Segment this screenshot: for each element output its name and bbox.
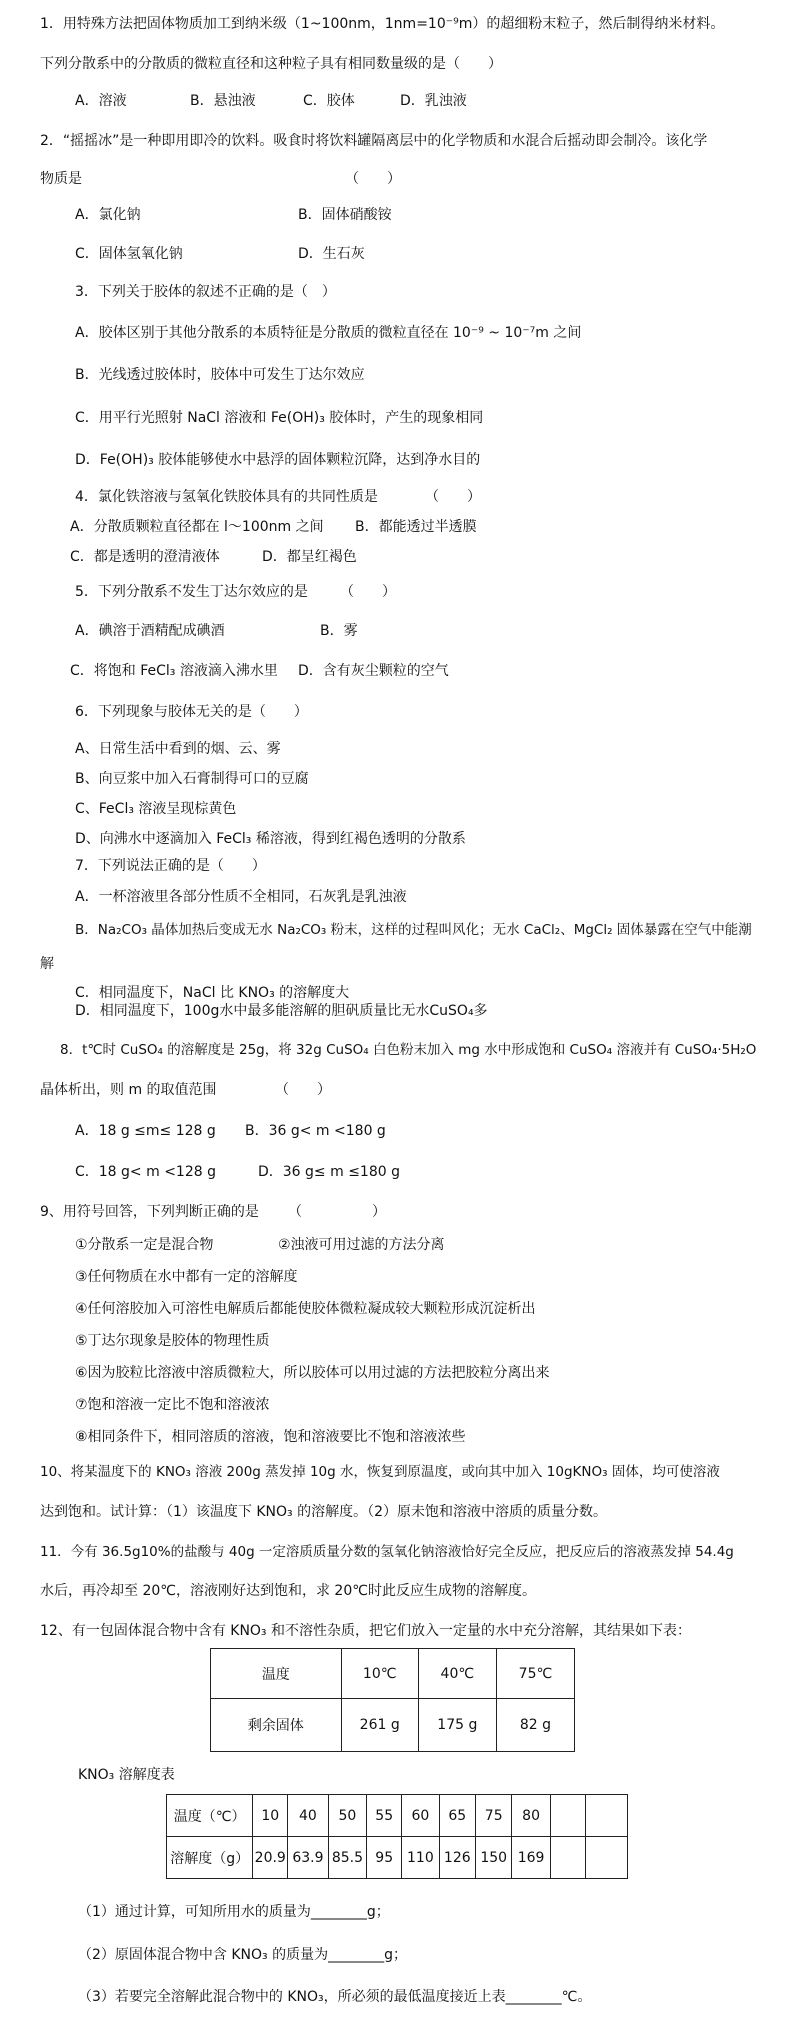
table-cell: 20.9 [253, 1837, 288, 1879]
q5-stem: 5．下列分散系不发生丁达尔效应的是 [75, 584, 308, 600]
q9-answer-paren: （ ） [288, 1204, 386, 1220]
table-cell: 65 [439, 1795, 475, 1837]
q11-stem-line1: 11．今有 36.5g10%的盐酸与 40g 一定溶质质量分数的氢氧化钠溶液恰好完全反应，把反应后的溶液蒸发掉 54.4g [40, 1544, 734, 1560]
q10-stem-line2: 达到饱和。试计算：（1）该温度下 KNO₃ 的溶解度。（2）原未饱和溶液中溶质的质量分数。 [40, 1504, 607, 1520]
q9-item-4: ④任何溶胶加入可溶性电解质后都能使胶体微粒凝成较大颗粒形成沉淀析出 [75, 1301, 536, 1317]
q2-answer-paren: （ ） [345, 171, 401, 187]
q1-option-d: D．乳浊液 [400, 93, 467, 109]
table-cell: 40 [288, 1795, 328, 1837]
table-cell: 溶解度（g） [167, 1837, 253, 1879]
q8-answer-paren: （ ） [275, 1082, 331, 1098]
table-cell: 10℃ [341, 1649, 418, 1699]
q5-answer-paren: （ ） [340, 584, 396, 600]
table-cell: 40℃ [418, 1649, 496, 1699]
q5-option-c: C．将饱和 FeCl₃ 溶液滴入沸水里 [70, 663, 278, 679]
table-row [211, 1699, 575, 1752]
q9-stem: 9、用符号回答，下列判断正确的是 [40, 1204, 259, 1220]
q8-option-a: A．18 g ≤m≤ 128 g [75, 1123, 216, 1139]
q9-item-5: ⑤丁达尔现象是胶体的物理性质 [75, 1333, 270, 1349]
q7-option-a: A．一杯溶液里各部分性质不全相同，石灰乳是乳浊液 [75, 889, 407, 905]
table-cell [585, 1837, 627, 1879]
table-cell: 95 [367, 1837, 402, 1879]
solubility-table-caption: KNO₃ 溶解度表 [78, 1767, 175, 1783]
q7-option-b-line1: B．Na₂CO₃ 晶体加热后变成无水 Na₂CO₃ 粉末，这样的过程叫风化；无水 CaCl₂、MgCl₂ 固体暴露在空气中能潮 [75, 922, 752, 938]
q7-stem: 7．下列说法正确的是（ ） [75, 858, 266, 874]
q2-option-b: B．固体硝酸铵 [298, 207, 392, 223]
q9-item-8: ⑧相同条件下，相同溶质的溶液，饱和溶液要比不饱和溶液浓些 [75, 1429, 466, 1445]
q2-option-c: C．固体氢氧化钠 [75, 246, 183, 262]
table-cell: 55 [367, 1795, 402, 1837]
q10-stem-line1: 10、将某温度下的 KNO₃ 溶液 200g 蒸发掉 10g 水，恢复到原温度，或向其中加入 10gKNO₃ 固体，均可使溶液 [40, 1464, 720, 1480]
q1-option-a: A．溶液 [75, 93, 127, 109]
q1-options [75, 92, 775, 110]
q12-stem: 12、有一包固体混合物中含有 KNO₃ 和不溶性杂质，把它们放入一定量的水中充分溶解，其结果如下表： [40, 1623, 691, 1639]
table-cell: 175 g [418, 1699, 496, 1752]
q8-option-b: B．36 g< m <180 g [245, 1123, 386, 1139]
table-cell: 80 [512, 1795, 550, 1837]
q3-option-b: B．光线透过胶体时，胶体中可发生丁达尔效应 [75, 367, 365, 383]
q7-option-d: D．相同温度下，100g水中最多能溶解的胆矾质量比无水CuSO₄多 [75, 1003, 488, 1019]
q12-subquestion-3: （3）若要完全溶解此混合物中的 KNO₃，所必须的最低温度接近上表________℃。 [78, 1989, 592, 2005]
q7-option-c: C．相同温度下，NaCl 比 KNO₃ 的溶解度大 [75, 985, 350, 1001]
q9-item-6: ⑥因为胶粒比溶液中溶质微粒大，所以胶体可以用过滤的方法把胶粒分离出来 [75, 1365, 550, 1381]
table-cell [550, 1837, 585, 1879]
table-cell [550, 1795, 585, 1837]
table-cell: 110 [402, 1837, 439, 1879]
table-cell [585, 1795, 627, 1837]
q3-option-a: A．胶体区别于其他分散系的本质特征是分散质的微粒直径在 10⁻⁹ ~ 10⁻⁷m 之间 [75, 325, 582, 341]
q1-stem-line1: 1．用特殊方法把固体物质加工到纳米级（1~100nm，1nm=10⁻⁹m）的超细粉末粒子，然后制得纳米材料。 [40, 16, 725, 32]
table-cell: 126 [439, 1837, 475, 1879]
q2-option-a: A．氯化钠 [75, 207, 141, 223]
q4-option-b: B．都能透过半透膜 [355, 519, 477, 535]
table-cell: 10 [253, 1795, 288, 1837]
table-cell: 50 [328, 1795, 367, 1837]
q3-option-d: D．Fe(OH)₃ 胶体能够使水中悬浮的固体颗粒沉降，达到净水目的 [75, 452, 481, 468]
table-cell: 63.9 [288, 1837, 328, 1879]
q6-stem: 6．下列现象与胶体无关的是（ ） [75, 704, 308, 720]
q4-option-d: D．都呈红褐色 [262, 549, 357, 565]
q9-item-7: ⑦饱和溶液一定比不饱和溶液浓 [75, 1397, 270, 1413]
q6-option-d: D、向沸水中逐滴加入 FeCl₃ 稀溶液，得到红褐色透明的分散系 [75, 831, 466, 847]
q4-option-c: C．都是透明的澄清液体 [70, 549, 220, 565]
q3-stem: 3．下列关于胶体的叙述不正确的是（ ） [75, 284, 336, 300]
q1-stem-line2: 下列分散系中的分散质的微粒直径和这种粒子具有相同数量级的是（ ） [40, 56, 502, 72]
table-cell: 82 g [496, 1699, 574, 1752]
remaining-solid-table [210, 1648, 575, 1752]
table-cell: 169 [512, 1837, 550, 1879]
q9-item-1: ①分散系一定是混合物 [75, 1237, 214, 1253]
table-cell: 85.5 [328, 1837, 367, 1879]
q2-option-d: D．生石灰 [298, 246, 365, 262]
q4-option-a: A．分散质颗粒直径都在 l～100nm 之间 [70, 519, 324, 535]
q1-option-b: B．悬浊液 [190, 93, 256, 109]
kno3-solubility-table [166, 1794, 628, 1879]
q9-item-3: ③任何物质在水中都有一定的溶解度 [75, 1269, 298, 1285]
table-cell: 75℃ [496, 1649, 574, 1699]
q2-stem-line1: 2．“摇摇冰”是一种即用即冷的饮料。吸食时将饮料罐隔离层中的化学物质和水混合后摇动即会制冷。该化学 [40, 133, 708, 149]
table-cell: 温度（℃） [167, 1795, 253, 1837]
table-row [167, 1837, 628, 1879]
q6-option-c: C、FeCl₃ 溶液呈现棕黄色 [75, 801, 237, 817]
q4-answer-paren: （ ） [425, 489, 481, 505]
q12-subquestion-2: （2）原固体混合物中含 KNO₃ 的质量为________g； [78, 1947, 407, 1963]
table-row [211, 1649, 575, 1699]
q12-subquestion-1: （1）通过计算，可知所用水的质量为________g； [78, 1904, 390, 1920]
table-cell: 温度 [211, 1649, 342, 1699]
q9-item-2: ②浊液可用过滤的方法分离 [278, 1237, 445, 1253]
table-row [167, 1795, 628, 1837]
q1-option-c: C．胶体 [303, 93, 355, 109]
table-cell: 剩余固体 [211, 1699, 342, 1752]
q8-stem-line2: 晶体析出，则 m 的取值范围 [40, 1082, 217, 1098]
q6-option-b: B、向豆浆中加入石膏制得可口的豆腐 [75, 771, 309, 787]
q5-option-b: B．雾 [320, 623, 358, 639]
q11-stem-line2: 水后，再冷却至 20℃，溶液刚好达到饱和，求 20℃时此反应生成物的溶解度。 [40, 1583, 536, 1599]
q8-stem-line1: 8．t℃时 CuSO₄ 的溶解度是 25g，将 32g CuSO₄ 白色粉末加入 mg 水中形成饱和 CuSO₄ 溶液并有 CuSO₄·5H₂O [60, 1042, 757, 1058]
q4-stem: 4．氯化铁溶液与氢氧化铁胶体具有的共同性质是 [75, 489, 378, 505]
table-cell: 261 g [341, 1699, 418, 1752]
q8-option-d: D．36 g≤ m ≤180 g [258, 1164, 400, 1180]
q5-option-d: D．含有灰尘颗粒的空气 [298, 663, 449, 679]
q3-option-c: C．用平行光照射 NaCl 溶液和 Fe(OH)₃ 胶体时，产生的现象相同 [75, 410, 484, 426]
q8-option-c: C．18 g< m <128 g [75, 1164, 216, 1180]
q7-option-b-line2: 解 [40, 956, 54, 972]
table-cell: 75 [476, 1795, 512, 1837]
q5-option-a: A．碘溶于酒精配成碘酒 [75, 623, 225, 639]
table-cell: 60 [402, 1795, 439, 1837]
q6-option-a: A、日常生活中看到的烟、云、雾 [75, 741, 281, 757]
q2-stem-line2: 物质是 [40, 171, 82, 187]
table-cell: 150 [476, 1837, 512, 1879]
